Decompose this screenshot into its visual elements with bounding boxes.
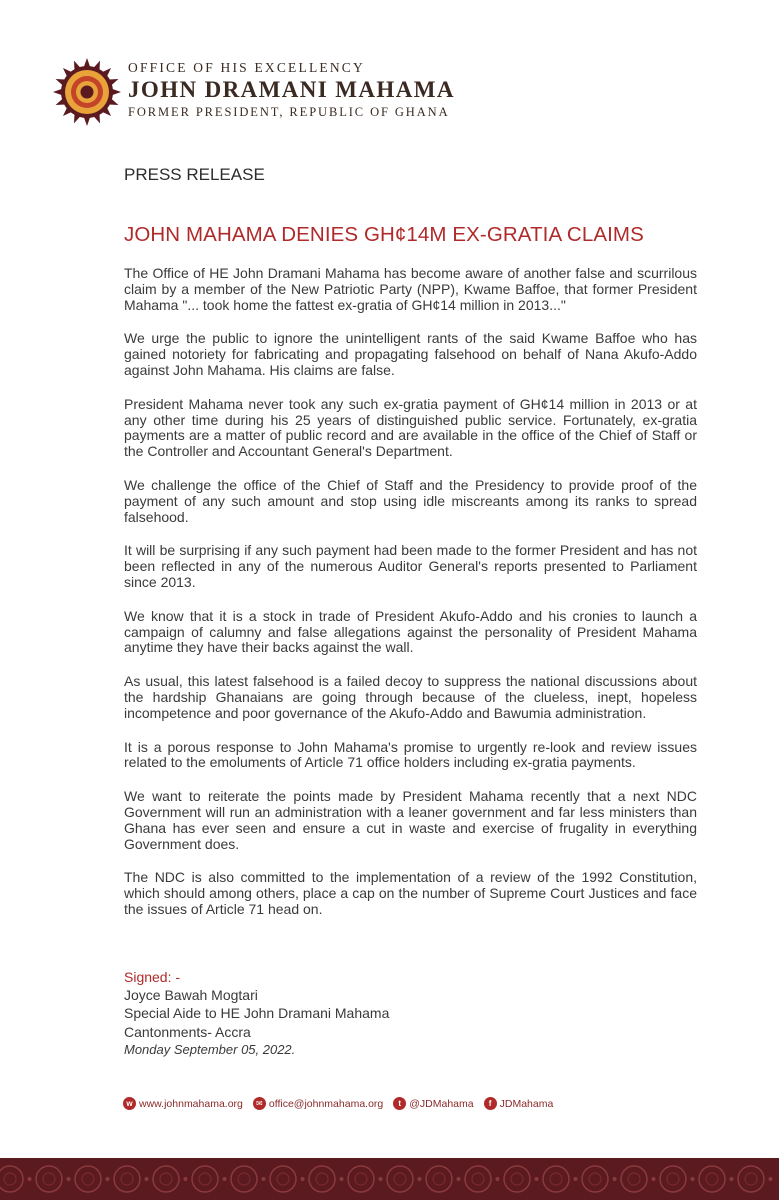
office-title: FORMER PRESIDENT, REPUBLIC OF GHANA	[128, 105, 450, 119]
pattern-ring	[114, 1166, 140, 1192]
pattern-inner-ring	[238, 1173, 250, 1185]
pattern-ring	[309, 1166, 335, 1192]
pattern-ring	[270, 1166, 296, 1192]
press-release	[124, 164, 697, 917]
signatory-location: Cantonments- Accra	[124, 1023, 251, 1040]
paragraph: As usual, this latest falsehood is a failed decoy to suppress the national discussions about the hardship Ghanaians are going through because of the clueless, inept, hopeless incompetence and poor governance of the Akufo-Addo and Bawumia administration.	[124, 673, 697, 721]
paragraph: We challenge the office of the Chief of Staff and the Presidency to provide proof of the payment of any such amount and stop using idle miscreants among its ranks to spread falsehood.	[124, 476, 697, 525]
pattern-dot	[184, 1177, 188, 1181]
paragraph: The NDC is also committed to the implementation of a review of the 1992 Constitution, which should among others, place a cap on the number of Supreme Court Justices and face the issues of Article 71 head on.	[124, 869, 697, 917]
pattern-dot	[652, 1177, 656, 1181]
pattern-ring	[387, 1166, 413, 1192]
facebook-handle: JDMahama	[499, 1097, 554, 1110]
website-link[interactable]	[123, 1097, 243, 1110]
pattern-dot	[613, 1177, 617, 1181]
facebook-link[interactable]	[484, 1097, 554, 1110]
pattern-ring	[699, 1166, 725, 1192]
pattern-ring	[36, 1166, 62, 1192]
signatory-name: Joyce Bawah Mogtari	[124, 987, 258, 1004]
signatory-title: Special Aide to HE John Dramani Mahama	[124, 1005, 390, 1022]
letterhead	[52, 57, 532, 132]
pattern-inner-ring	[706, 1173, 718, 1185]
pattern-inner-ring	[433, 1173, 445, 1185]
pattern-ring	[465, 1166, 491, 1192]
paragraph: The Office of HE John Dramani Mahama has become aware of another false and scurrilous claim by a member of the New Patriotic Party (NPP), Kwame Baffoe, that former President Mahama "... took home the fattest ex-gratia of GH¢14 million in 2013..."	[124, 265, 697, 313]
pattern-dot	[379, 1177, 383, 1181]
pattern-inner-ring	[82, 1173, 94, 1185]
pattern-ring	[426, 1166, 452, 1192]
pattern-dot	[691, 1177, 695, 1181]
sun-emblem-logo	[52, 57, 122, 127]
paragraph: We want to reiterate the points made by President Mahama recently that a next NDC Government will run an administration with a leaner government and far less ministers than Ghana has ever seen and ensure a cut in waste and exercise of frugality in everything Government does.	[124, 788, 697, 852]
press-release-label: PRESS RELEASE	[124, 165, 265, 184]
pattern-ring	[660, 1166, 686, 1192]
pattern-dot	[106, 1177, 110, 1181]
pattern-dot	[496, 1177, 500, 1181]
pattern-ring	[621, 1166, 647, 1192]
pattern-motifs	[0, 1158, 779, 1200]
pattern-inner-ring	[355, 1173, 367, 1185]
pattern-inner-ring	[589, 1173, 601, 1185]
pattern-ring	[231, 1166, 257, 1192]
pattern-inner-ring	[511, 1173, 523, 1185]
pattern-ring	[75, 1166, 101, 1192]
signature-block	[124, 968, 389, 1059]
release-date: Monday September 05, 2022.	[124, 1041, 296, 1057]
paragraph: We urge the public to ignore the unintelligent rants of the said Kwame Baffoe who has gained notoriety for fabricating and propagating falsehood on behalf of Nana Akufo-Addo against John Mahama. His claims are false.	[124, 330, 697, 378]
twitter-icon: t	[393, 1097, 406, 1110]
pattern-inner-ring	[472, 1173, 484, 1185]
pattern-inner-ring	[667, 1173, 679, 1185]
pattern-dot	[223, 1177, 227, 1181]
office-holder-name: JOHN DRAMANI MAHAMA	[128, 77, 455, 102]
paragraph: We know that it is a stock in trade of President Akufo-Addo and his cronies to launch a campaign of calumny and false allegations against the personality of President Mahama anytime they have their backs against the wall.	[124, 607, 697, 656]
decorative-pattern-band	[0, 1158, 779, 1200]
pattern-ring	[504, 1166, 530, 1192]
website-text: www.johnmahama.org	[139, 1097, 243, 1110]
paragraph: President Mahama never took any such ex-gratia payment of GH¢14 million in 2013 or at any other time during his 25 years of distinguished public service. Fortunately, ex-gratia payments are a matter of public record and are available in the office of the Chief of Staff or the Controller and Accountant General's Department.	[124, 395, 697, 460]
pattern-dot	[262, 1177, 266, 1181]
mail-icon: ✉	[253, 1097, 266, 1110]
twitter-link[interactable]	[393, 1097, 473, 1110]
pattern-inner-ring	[394, 1173, 406, 1185]
pattern-dot	[340, 1177, 344, 1181]
headline: JOHN MAHAMA DENIES GH¢14M EX-GRATIA CLAIMS	[124, 223, 644, 246]
paragraph: It will be surprising if any such payment had been made to the former President and has not been reflected in any of the numerous Auditor General's reports presented to Parliament since 2013.	[124, 542, 697, 590]
pattern-inner-ring	[550, 1173, 562, 1185]
email-link[interactable]	[253, 1097, 383, 1110]
pattern-dot	[28, 1177, 32, 1181]
pattern-inner-ring	[745, 1173, 757, 1185]
pattern-dot	[67, 1177, 71, 1181]
paragraph: It is a porous response to John Mahama's promise to urgently re-look and review issues related to the emoluments of Article 71 office holders including ex-gratia payments.	[124, 738, 697, 771]
pattern-ring	[738, 1166, 764, 1192]
pattern-ring	[582, 1166, 608, 1192]
pattern-inner-ring	[4, 1173, 16, 1185]
pattern-dot	[769, 1177, 773, 1181]
pattern-ring	[153, 1166, 179, 1192]
pattern-dot	[535, 1177, 539, 1181]
pattern-ring	[348, 1166, 374, 1192]
office-line: OFFICE OF HIS EXCELLENCY	[128, 60, 365, 75]
pattern-ring	[192, 1166, 218, 1192]
pattern-dot	[730, 1177, 734, 1181]
contact-footer	[123, 1097, 553, 1110]
release-body	[124, 266, 697, 936]
email-text: office@johnmahama.org	[268, 1097, 384, 1110]
pattern-dot	[418, 1177, 422, 1181]
pattern-inner-ring	[43, 1173, 55, 1185]
pattern-dot	[457, 1177, 461, 1181]
pattern-dot	[145, 1177, 149, 1181]
twitter-handle: @JDMahama	[409, 1097, 474, 1110]
pattern-inner-ring	[316, 1173, 328, 1185]
pattern-inner-ring	[121, 1173, 133, 1185]
signed-label: Signed: -	[124, 969, 181, 985]
pattern-dot	[574, 1177, 578, 1181]
facebook-icon: f	[484, 1097, 497, 1110]
pattern-inner-ring	[199, 1173, 211, 1185]
pattern-ring	[543, 1166, 569, 1192]
pattern-inner-ring	[160, 1173, 172, 1185]
pattern-inner-ring	[277, 1173, 289, 1185]
globe-icon: w	[123, 1097, 136, 1110]
pattern-dot	[301, 1177, 305, 1181]
pattern-inner-ring	[628, 1173, 640, 1185]
